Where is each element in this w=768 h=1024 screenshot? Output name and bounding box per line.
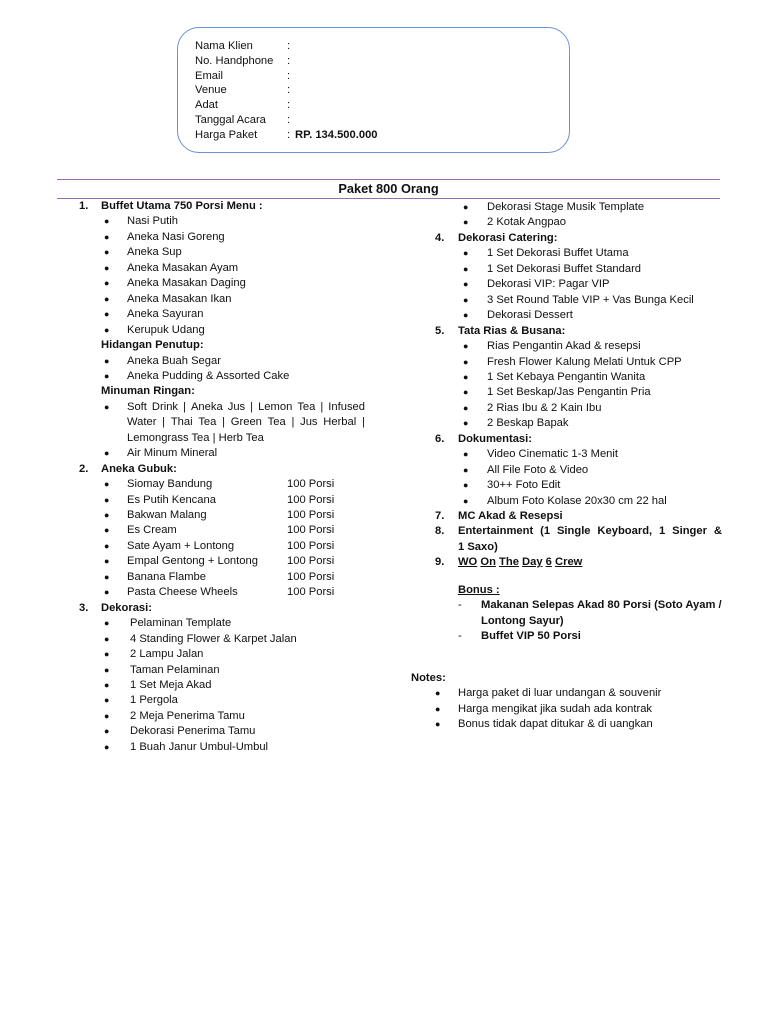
underlined-word: On	[480, 556, 496, 569]
gubuk-item-name: Sate Ayam + Lontong	[127, 539, 235, 552]
bullet-icon: ●	[104, 540, 110, 551]
client-field-colon: :	[287, 99, 291, 112]
section-heading: Dekorasi:	[101, 601, 152, 614]
gubuk-item-qty: 100 Porsi	[287, 570, 335, 583]
dash-marker: -	[458, 630, 462, 643]
bullet-icon: ●	[104, 479, 110, 490]
bullet-icon: ●	[463, 464, 469, 475]
gubuk-item-name: Banana Flambe	[127, 570, 206, 583]
client-field-colon: :	[287, 69, 291, 82]
bullet-icon: ●	[104, 510, 110, 520]
text-word: Single	[556, 525, 591, 538]
client-field-colon: :	[287, 40, 291, 52]
client-field-value: RP. 134.500.000	[295, 128, 378, 141]
section-number: 7.	[435, 510, 445, 522]
list-item-text: 1 Set Beskap/Jas Pengantin Pria	[487, 386, 651, 399]
list-item-text: Aneka Masakan Ikan	[127, 292, 232, 305]
list-item-text: Pelaminan Template	[130, 617, 232, 630]
bullet-icon: ●	[104, 649, 110, 660]
bonus-item: Buffet VIP 50 Porsi	[481, 630, 581, 643]
client-field-label: Email	[195, 69, 223, 82]
list-item-text: 2 Kotak Angpao	[487, 216, 567, 229]
list-item-text: 1 Set Meja Akad	[130, 678, 212, 691]
text-word: 1	[659, 525, 666, 538]
text-word: |	[291, 416, 295, 429]
subsection-heading: Minuman Ringan:	[101, 385, 195, 398]
bullet-icon: ●	[104, 247, 110, 258]
list-item-text: Aneka Masakan Ayam	[127, 261, 239, 274]
client-field-colon: :	[287, 128, 291, 141]
bonus-item: Makanan Selepas Akad 80 Porsi (Soto Ayam /	[481, 599, 722, 612]
text-word: Infused	[328, 400, 365, 413]
gubuk-item-qty: 100 Porsi	[287, 555, 335, 568]
list-item-text: 30++ Foto Edit	[487, 479, 561, 492]
gubuk-item-name: Siomay Bandung	[127, 478, 213, 491]
bullet-icon: ●	[104, 494, 110, 505]
gubuk-item-qty: 100 Porsi	[287, 524, 335, 537]
client-field-colon: :	[287, 84, 291, 97]
section-heading: Tata Rias & Busana:	[458, 324, 566, 337]
text-word: |	[222, 416, 226, 429]
text-word: Entertainment	[458, 525, 534, 538]
bullet-icon: ●	[463, 387, 469, 398]
list-item-text: Taman Pelaminan	[130, 663, 220, 676]
section-number: 6.	[435, 432, 445, 445]
list-item-text: 2 Rias Ibu & 2 Kain Ibu	[487, 401, 602, 414]
bullet-icon: ●	[463, 279, 469, 290]
bullet-icon: ●	[104, 262, 110, 273]
bullet-icon: ●	[104, 664, 110, 675]
text-word: &	[713, 525, 722, 538]
gubuk-item-name: Bakwan Malang	[127, 509, 207, 521]
text-word: Jus	[300, 416, 318, 429]
list-item-text: Aneka Sup	[127, 246, 182, 259]
section-number: 2.	[79, 462, 89, 475]
text-word: |	[183, 400, 186, 413]
section-number: 3.	[79, 601, 89, 614]
list-item-text: Nasi Putih	[127, 215, 178, 228]
text-word: |	[250, 400, 254, 413]
entertainment-line	[458, 524, 722, 539]
bullet-icon: ●	[104, 293, 110, 304]
gubuk-item-qty: 100 Porsi	[287, 539, 335, 552]
text-word: Water	[127, 416, 157, 429]
underlined-word: Day	[522, 556, 543, 569]
bullet-icon: ●	[435, 703, 441, 714]
gubuk-item-qty: 100 Porsi	[287, 493, 335, 506]
bullet-icon: ●	[104, 355, 110, 366]
text-word: Singer	[672, 525, 707, 538]
list-item-text: Aneka Pudding & Assorted Cake	[127, 369, 290, 382]
gubuk-item-name: Es Putih Kencana	[127, 493, 216, 506]
list-item-text: Lemongrass Tea | Herb Tea	[127, 431, 264, 444]
notes-heading: Notes:	[411, 672, 446, 684]
list-item-text: Dekorasi Stage Musik Template	[487, 201, 645, 213]
gubuk-item-name: Es Cream	[127, 524, 177, 537]
justified-text-line	[127, 415, 365, 430]
text-word: Jus	[227, 400, 246, 413]
note-item: Bonus tidak dapat ditukar & di uangkan	[458, 718, 653, 731]
gubuk-item-qty: 100 Porsi	[287, 586, 335, 599]
bullet-icon: ●	[104, 556, 110, 567]
section-heading: Aneka Gubuk:	[101, 462, 177, 475]
text-word: |	[162, 416, 166, 429]
text-word: Tea	[297, 400, 316, 413]
bullet-icon: ●	[435, 719, 441, 730]
bullet-icon: ●	[463, 310, 469, 321]
bullet-icon: ●	[463, 248, 469, 259]
bullet-icon: ●	[104, 401, 110, 412]
bullet-icon: ●	[104, 278, 110, 289]
underlined-word: Crew	[555, 556, 583, 569]
gubuk-item-qty: 100 Porsi	[287, 478, 335, 491]
bullet-icon: ●	[463, 356, 469, 367]
list-item-text: 1 Set Dekorasi Buffet Standard	[487, 262, 642, 275]
text-word: Herbal	[323, 416, 357, 429]
list-item-text: 2 Lampu Jalan	[130, 648, 204, 661]
list-item-text: Album Foto Kolase 20x30 cm 22 hal	[487, 494, 667, 507]
bullet-icon: ●	[104, 695, 110, 706]
list-item-text: All File Foto & Video	[487, 463, 589, 476]
list-item-text: 1 Pergola	[130, 694, 178, 707]
underlined-word: The	[499, 556, 519, 569]
section-number: 9.	[435, 556, 445, 569]
list-item-text: Video Cinematic 1-3 Menit	[487, 448, 618, 461]
list-item-text: Kerupuk Udang	[127, 323, 205, 336]
list-item-text: Aneka Sayuran	[127, 308, 204, 321]
text-word: Keyboard,	[597, 525, 653, 538]
bullet-icon: ●	[104, 448, 110, 459]
bullet-icon: ●	[463, 294, 469, 305]
bullet-icon: ●	[463, 480, 469, 491]
note-item: Harga mengikat jika sudah ada kontrak	[458, 702, 653, 715]
bullet-icon: ●	[463, 202, 469, 212]
list-item-text: 1 Set Kebaya Pengantin Wanita	[487, 370, 646, 383]
list-item-text: Dekorasi Dessert	[487, 309, 573, 322]
client-field-label: Venue	[195, 84, 227, 97]
client-field-label: Nama Klien	[195, 40, 253, 52]
client-info-box	[177, 27, 570, 153]
section-heading: 1 Saxo)	[458, 540, 498, 553]
client-field-colon: :	[287, 54, 291, 67]
section-heading: Buffet Utama 750 Porsi Menu :	[101, 200, 263, 212]
list-item-text: Fresh Flower Kalung Melati Untuk CPP	[487, 355, 682, 368]
gubuk-item-name: Empal Gentong + Lontong	[127, 555, 258, 568]
bullet-icon: ●	[104, 587, 110, 598]
section-heading: MC Akad & Resepsi	[458, 510, 563, 522]
bullet-icon: ●	[104, 741, 110, 752]
subsection-heading: Hidangan Penutup:	[101, 339, 204, 352]
bullet-icon: ●	[104, 525, 110, 536]
note-item: Harga paket di luar undangan & souvenir	[458, 687, 662, 700]
list-item-text: 4 Standing Flower & Karpet Jalan	[130, 632, 297, 645]
text-word: Drink	[151, 400, 179, 413]
bullet-icon: ●	[435, 688, 441, 699]
bullet-icon: ●	[104, 216, 110, 227]
section-number: 4.	[435, 231, 445, 244]
bullet-icon: ●	[463, 495, 469, 506]
text-word: Lemon	[258, 400, 293, 413]
underlined-word: 6	[545, 556, 552, 569]
bullet-icon: ●	[104, 370, 110, 381]
section-number: 5.	[435, 324, 445, 337]
bullet-icon: ●	[463, 217, 469, 228]
gubuk-item-qty: 100 Porsi	[287, 509, 335, 521]
section-heading: Dokumentasi:	[458, 432, 532, 445]
bullet-icon: ●	[463, 402, 469, 413]
gubuk-item-name: Pasta Cheese Wheels	[127, 586, 238, 599]
client-field-label: Harga Paket	[195, 128, 258, 141]
bonus-heading: Bonus :	[458, 584, 500, 596]
client-field-colon: :	[287, 114, 291, 126]
list-item-text: 3 Set Round Table VIP + Vas Bunga Kecil	[487, 293, 694, 306]
underlined-word: WO	[458, 556, 478, 569]
section-number: 8.	[435, 525, 445, 538]
bullet-icon: ●	[104, 633, 110, 644]
bullet-icon: ●	[104, 618, 110, 629]
list-item-text: Dekorasi Penerima Tamu	[130, 725, 256, 738]
bullet-icon: ●	[104, 679, 110, 690]
bullet-icon: ●	[463, 449, 469, 460]
text-word: |	[361, 416, 365, 429]
bullet-icon: ●	[104, 324, 110, 335]
title-top-rule	[57, 179, 720, 180]
text-word: Green	[230, 416, 262, 429]
text-word: Thai	[170, 416, 193, 429]
bullet-icon: ●	[463, 341, 469, 352]
text-word: |	[320, 400, 324, 413]
bullet-icon: ●	[463, 371, 469, 382]
bullet-icon: ●	[104, 571, 110, 582]
text-word: (1	[540, 525, 551, 538]
bonus-item: Lontong Sayur)	[481, 614, 564, 627]
client-field-label: Adat	[195, 99, 219, 112]
bullet-icon: ●	[104, 231, 110, 242]
list-item-text: Aneka Buah Segar	[127, 354, 221, 367]
justified-text-line	[127, 400, 365, 415]
bullet-icon: ●	[463, 263, 469, 274]
text-word: Soft	[127, 400, 147, 413]
list-item-text: Dekorasi VIP: Pagar VIP	[487, 278, 610, 291]
section-heading: Dekorasi Catering:	[458, 231, 558, 244]
text-word: Tea	[198, 416, 217, 429]
bullet-icon: ●	[463, 418, 469, 429]
bullet-icon: ●	[104, 710, 110, 721]
list-item-text: Aneka Nasi Goreng	[127, 230, 225, 243]
list-item-text: Rias Pengantin Akad & resepsi	[487, 340, 641, 353]
bullet-icon: ●	[104, 726, 110, 737]
text-word: Aneka	[190, 400, 223, 413]
package-title: Paket 800 Orang	[338, 181, 439, 196]
client-field-label: Tanggal Acara	[195, 114, 266, 126]
list-item-text: 1 Set Dekorasi Buffet Utama	[487, 247, 629, 260]
bullet-icon: ●	[104, 309, 110, 320]
list-item-text: 2 Beskap Bapak	[487, 417, 569, 430]
list-item-text: Aneka Masakan Daging	[127, 277, 246, 290]
dash-marker: -	[458, 599, 462, 612]
list-item-text: 1 Buah Janur Umbul-Umbul	[130, 740, 269, 753]
wo-crew-line	[458, 555, 582, 570]
list-item-text: Air Minum Mineral	[127, 447, 218, 460]
list-item-text: 2 Meja Penerima Tamu	[130, 709, 245, 722]
section-number: 1.	[79, 200, 89, 212]
text-word: Tea	[267, 416, 286, 429]
client-field-label: No. Handphone	[195, 54, 274, 67]
